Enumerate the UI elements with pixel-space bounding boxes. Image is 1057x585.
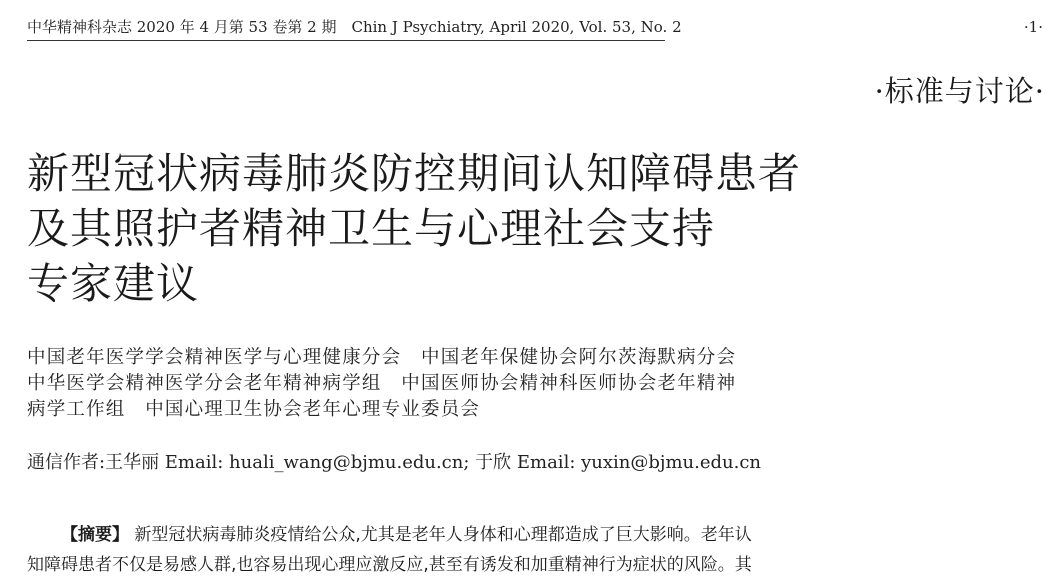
abstract-label: 【摘要】 (61, 525, 129, 545)
header-divider (27, 40, 665, 41)
abstract-line: 知障碍患者不仅是易感人群,也容易出现心理应激反应,甚至有诱发和加重精神行为症状的风险。其 (27, 555, 752, 575)
abstract-line (27, 520, 857, 550)
corresponding-authors: 通信作者:王华丽 Email: huali_wang@bjmu.edu.cn; 于欣 Email: yuxin@bjmu.edu.cn (27, 452, 762, 473)
abstract-text: 新型冠状病毒肺炎疫情给公众,尤其是老年人身体和心理都造成了巨大影响。老年认 (129, 525, 752, 545)
article-title-line: 新型冠状病毒肺炎防控期间认知障碍患者 (27, 149, 802, 198)
article-title-line: 专家建议 (27, 259, 200, 308)
affiliation-line: 中华医学会精神医学分会老年精神病学组 中国医师协会精神科医师协会老年精神 (27, 373, 737, 394)
author-affiliations (27, 345, 736, 423)
article-title-line: 及其照护者精神卫生与心理社会支持 (27, 204, 716, 253)
affiliation-line: 中国老年医学学会精神医学与心理健康分会 中国老年保健协会阿尔茨海默病分会 (27, 347, 737, 368)
affiliation-line: 病学工作组 中国心理卫生协会老年心理专业委员会 (27, 399, 481, 420)
abstract (27, 520, 857, 580)
section-label: ·标准与讨论· (874, 74, 1045, 108)
page-number: ·1· (1023, 18, 1043, 36)
article-title (27, 146, 801, 311)
journal-running-header: 中华精神科杂志 2020 年 4 月第 53 卷第 2 期 Chin J Psychiatry, April 2020, Vol. 53, No. 2 (27, 18, 682, 36)
